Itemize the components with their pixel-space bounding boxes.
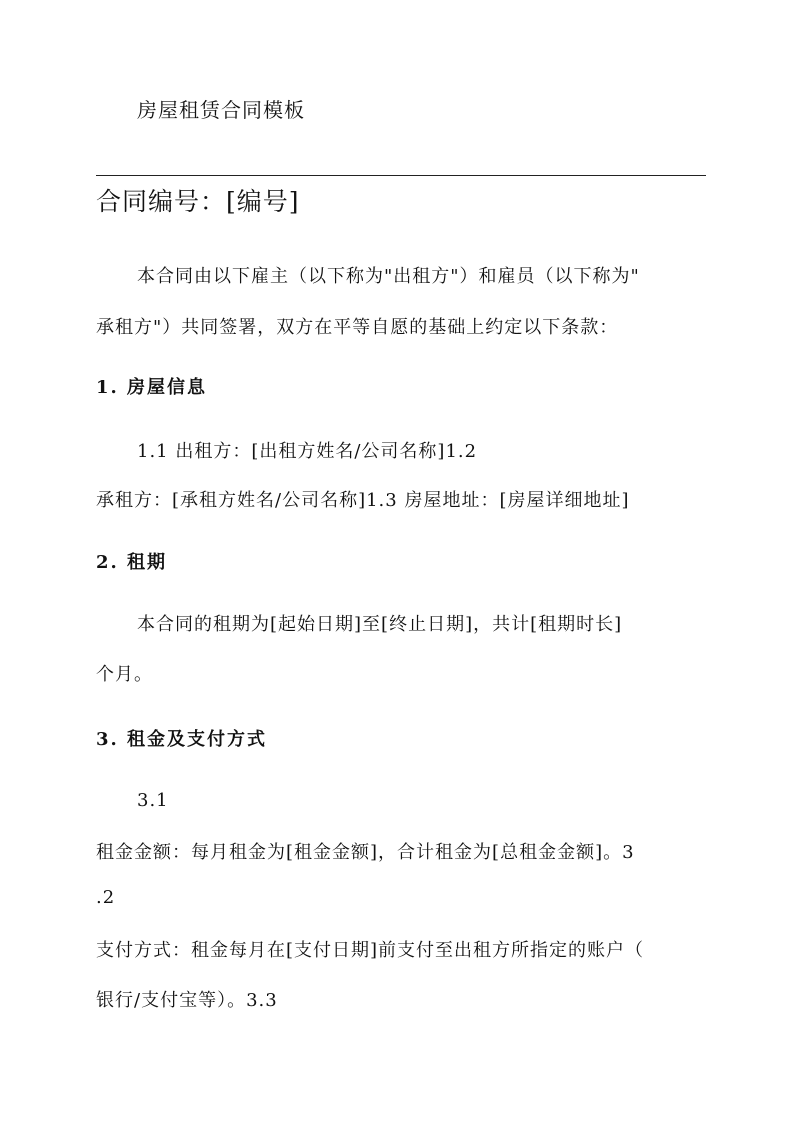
intro-line-1: 本合同由以下雇主（以下称为"出租方"）和雇员（以下称为" [137, 266, 640, 287]
document-title: 房屋租赁合同模板 [137, 98, 305, 122]
section-2-line-1: 本合同的租期为[起始日期]至[终止日期]，共计[租期时长] [137, 614, 623, 635]
header-divider [96, 175, 706, 176]
section-2-line-2: 个月。 [96, 664, 153, 685]
section-3-line-2: 租金金额：每月租金为[租金金额]，合计租金为[总租金金额]。3 [96, 842, 635, 863]
section-3-line-5: 银行/支付宝等）。3.3 [96, 990, 278, 1011]
section-3-line-4: 支付方式：租金每月在[支付日期]前支付至出租方所指定的账户（ [96, 940, 645, 961]
section-2-heading: 2. 租期 [96, 552, 168, 573]
intro-line-2: 承租方"）共同签署，双方在平等自愿的基础上约定以下条款： [96, 317, 619, 338]
section-1-line-1: 1.1 出租方：[出租方姓名/公司名称]1.2 [137, 441, 478, 462]
section-1-line-2: 承租方：[承租方姓名/公司名称]1.3 房屋地址：[房屋详细地址] [96, 490, 630, 511]
contract-number: 合同编号：[编号] [96, 187, 300, 216]
section-1-heading: 1. 房屋信息 [96, 377, 208, 398]
section-3-line-3: .2 [96, 887, 116, 908]
section-3-heading: 3. 租金及支付方式 [96, 729, 268, 750]
section-3-line-1: 3.1 [137, 790, 169, 811]
